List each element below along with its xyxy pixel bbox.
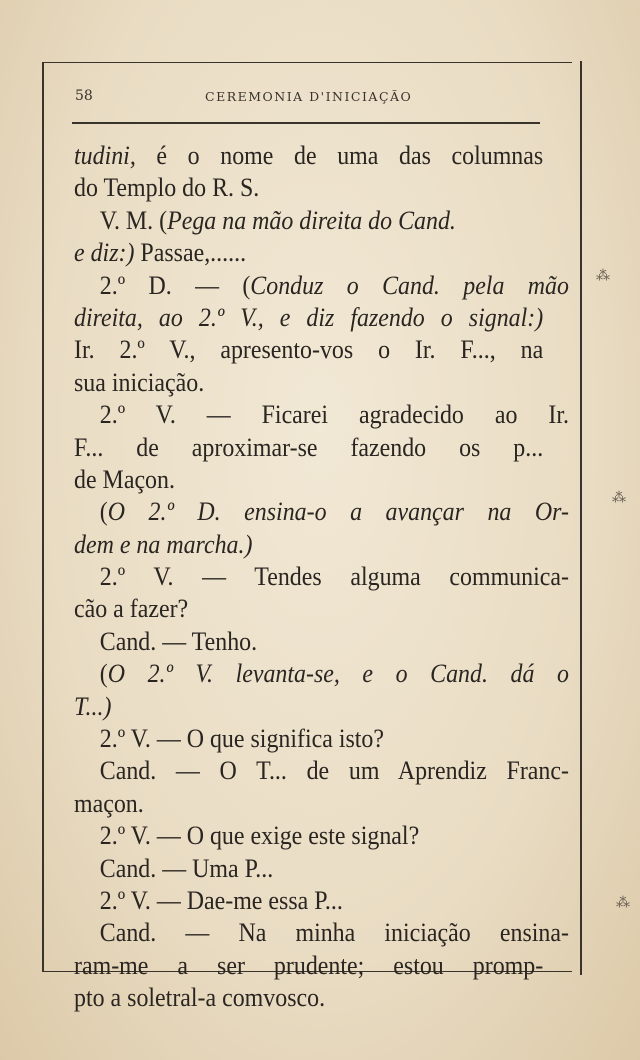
header-rule [72,122,540,124]
text-line [74,626,506,658]
text-line [74,237,506,269]
text-segment: O 2.º D. ensina-o a avançar na Or- [107,497,569,527]
text-segment: Conduz o Cand. pela mão [250,270,569,300]
text-line [74,658,569,690]
text-line [74,302,543,334]
text-line [74,593,506,625]
page-number: 58 [75,88,93,104]
text-line [74,950,543,982]
running-title: CEREMONIA D'INICIAÇÃO [205,89,413,104]
text-line [74,432,543,464]
text-line [74,691,506,723]
text-line [74,788,506,820]
text-line [74,367,506,399]
body-text [74,140,569,1015]
text-segment: Cand. — Na minha iniciação ensina- [99,918,569,948]
text-segment: cão a fazer? [74,594,189,624]
text-segment: pto a soletral-a comvosco. [74,983,326,1013]
text-line [74,334,543,366]
text-segment: 2.º V. — Ficarei agradecido ao Ir. [99,400,569,430]
text-segment: 2.º D. — ( [99,270,251,300]
text-segment: dem e na marcha.) [74,529,253,559]
text-segment: O 2.º V. levanta-se, e o Cand. dá o [107,659,569,689]
text-segment: e diz:) [74,238,135,268]
text-line [74,853,506,885]
text-segment: Passae,...... [134,238,247,268]
text-line [74,885,506,917]
text-line [74,140,543,172]
text-segment: ram-me a ser prudente; estou promp- [74,950,544,980]
text-line [74,755,569,787]
page-header [75,88,540,112]
text-line [74,205,506,237]
text-line [74,399,569,431]
text-segment: V. M. ( [99,205,168,235]
text-segment: maçon. [74,788,144,818]
text-segment: ( [99,659,108,689]
text-segment: 2.º V. — Tendes alguma communica- [99,562,569,592]
text-line [74,917,569,949]
text-line [74,270,569,302]
text-line [74,723,506,755]
text-line [74,496,569,528]
margin-mark: ⁂ [612,490,626,506]
text-line [74,172,506,204]
text-segment: 2.º V. — O que exige este signal? [99,821,420,851]
text-segment: direita, ao 2.º V., e diz fazendo o signal:) [74,302,544,332]
text-segment: é o nome de uma das columnas [135,141,544,170]
margin-mark: ⁂ [616,895,630,911]
text-segment: Pega na mão direita do Cand. [167,205,456,235]
text-segment: Ir. 2.º V., apresento-vos o Ir. F..., na [74,335,544,365]
margin-mark: ⁂ [596,268,610,284]
text-segment: Cand. — O T... de um Aprendiz Franc- [99,756,569,786]
text-line [74,529,506,561]
text-line [74,464,506,496]
text-line [74,982,506,1014]
text-segment: 2.º V. — Dae-me essa P... [99,885,343,915]
text-segment: Cand. — Tenho. [99,626,258,656]
text-line [74,561,569,593]
text-segment: do Templo do R. S. [74,173,260,203]
text-segment: F... de aproximar-se fazendo os p... [74,432,544,462]
text-segment: ( [99,497,108,527]
text-segment: Cand. — Uma P... [99,853,274,883]
text-line [74,820,506,852]
text-segment: sua iniciação. [74,367,205,397]
text-segment: 2.º V. — O que significa isto? [99,724,385,754]
text-segment: T...) [74,691,112,721]
text-segment: tudini, [74,141,136,170]
text-segment: de Maçon. [74,464,175,494]
